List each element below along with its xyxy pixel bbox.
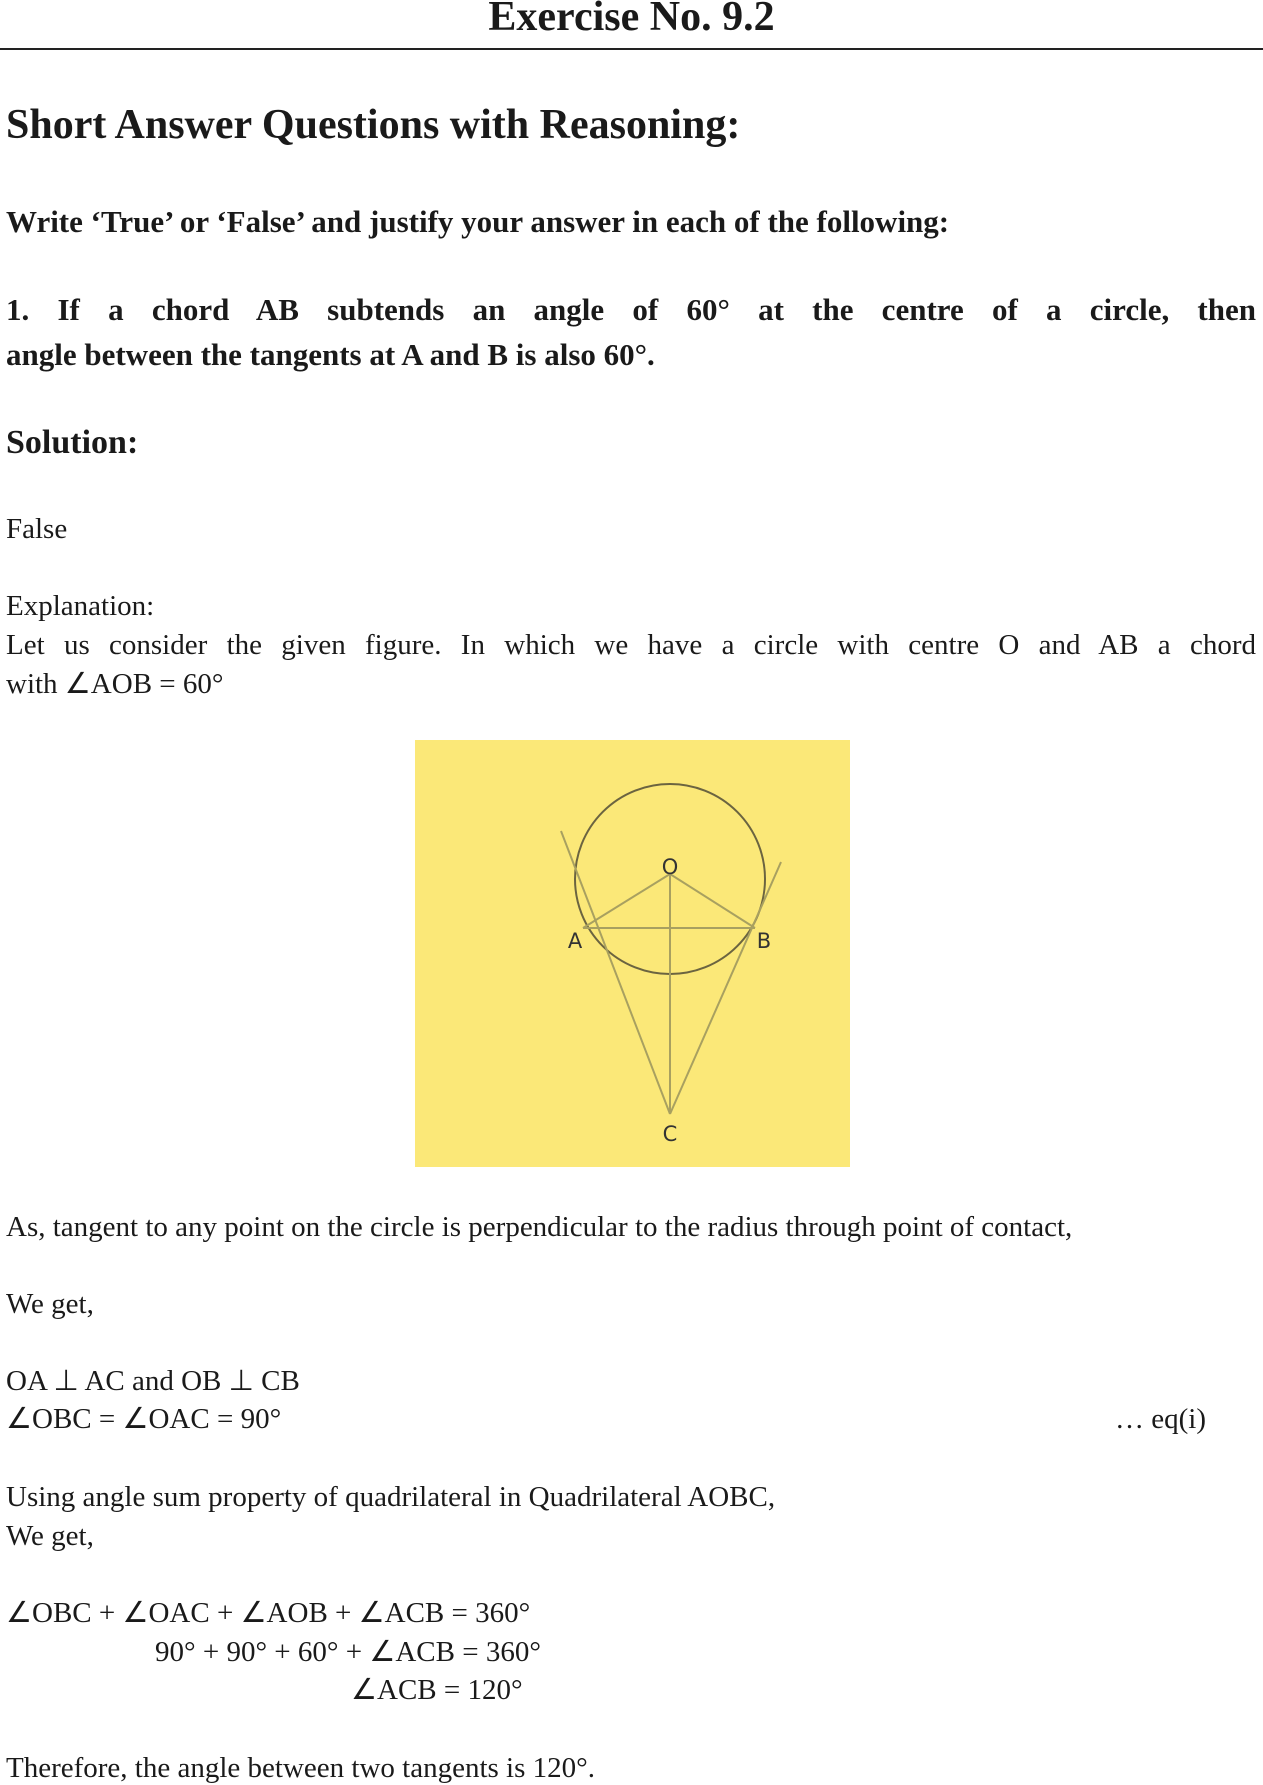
equation-1: ∠OBC = ∠OAC = 90°: [6, 1403, 282, 1435]
we-get-1: We get,: [6, 1288, 94, 1320]
radius-ob: [670, 874, 755, 928]
title-divider: [0, 48, 1263, 50]
perpendicular-statement: OA ⊥ AC and OB ⊥ CB: [6, 1365, 300, 1397]
instruction: Write ‘True’ or ‘False’ and justify your answer in each of the following:: [6, 204, 950, 239]
radius-oa: [583, 874, 670, 928]
explanation-line-1: Let us consider the given figure. In which we have a circle with centre O and AB a chord: [6, 629, 1256, 661]
we-get-2: We get,: [6, 1520, 94, 1552]
angle-sum-line-1: ∠OBC + ∠OAC + ∠AOB + ∠ACB = 360°: [6, 1597, 531, 1629]
angle-sum-line-2: 90° + 90° + 60° + ∠ACB = 360°: [155, 1636, 541, 1668]
angle-sum-line-3: ∠ACB = 120°: [351, 1674, 523, 1706]
equation-1-tag: … eq(i): [1115, 1403, 1206, 1435]
question-line-2: angle between the tangents at A and B is also 60°.: [6, 337, 655, 372]
label-b: B: [756, 929, 772, 953]
tangent-b: [670, 862, 781, 1114]
label-o: O: [661, 855, 679, 879]
explanation-label: Explanation:: [6, 590, 155, 622]
label-a: A: [567, 929, 583, 953]
section-heading: Short Answer Questions with Reasoning:: [6, 102, 741, 148]
exercise-title: Exercise No. 9.2: [488, 0, 775, 40]
question-line-1: 1. If a chord AB subtends an angle of 60° at the centre of a circle, then: [6, 292, 1256, 327]
answer: False: [6, 513, 68, 545]
conclusion: Therefore, the angle between two tangents is 120°.: [6, 1752, 595, 1784]
circle-tangent-figure: [415, 740, 850, 1167]
figure-diagram: [415, 740, 850, 1167]
tangent-fact: As, tangent to any point on the circle is perpendicular to the radius through point of contact,: [6, 1211, 1073, 1243]
explanation-line-2: with ∠AOB = 60°: [6, 668, 224, 700]
solution-label: Solution:: [6, 424, 139, 461]
using-angle-sum: Using angle sum property of quadrilateral in Quadrilateral AOBC,: [6, 1481, 776, 1513]
label-c: C: [662, 1122, 678, 1146]
